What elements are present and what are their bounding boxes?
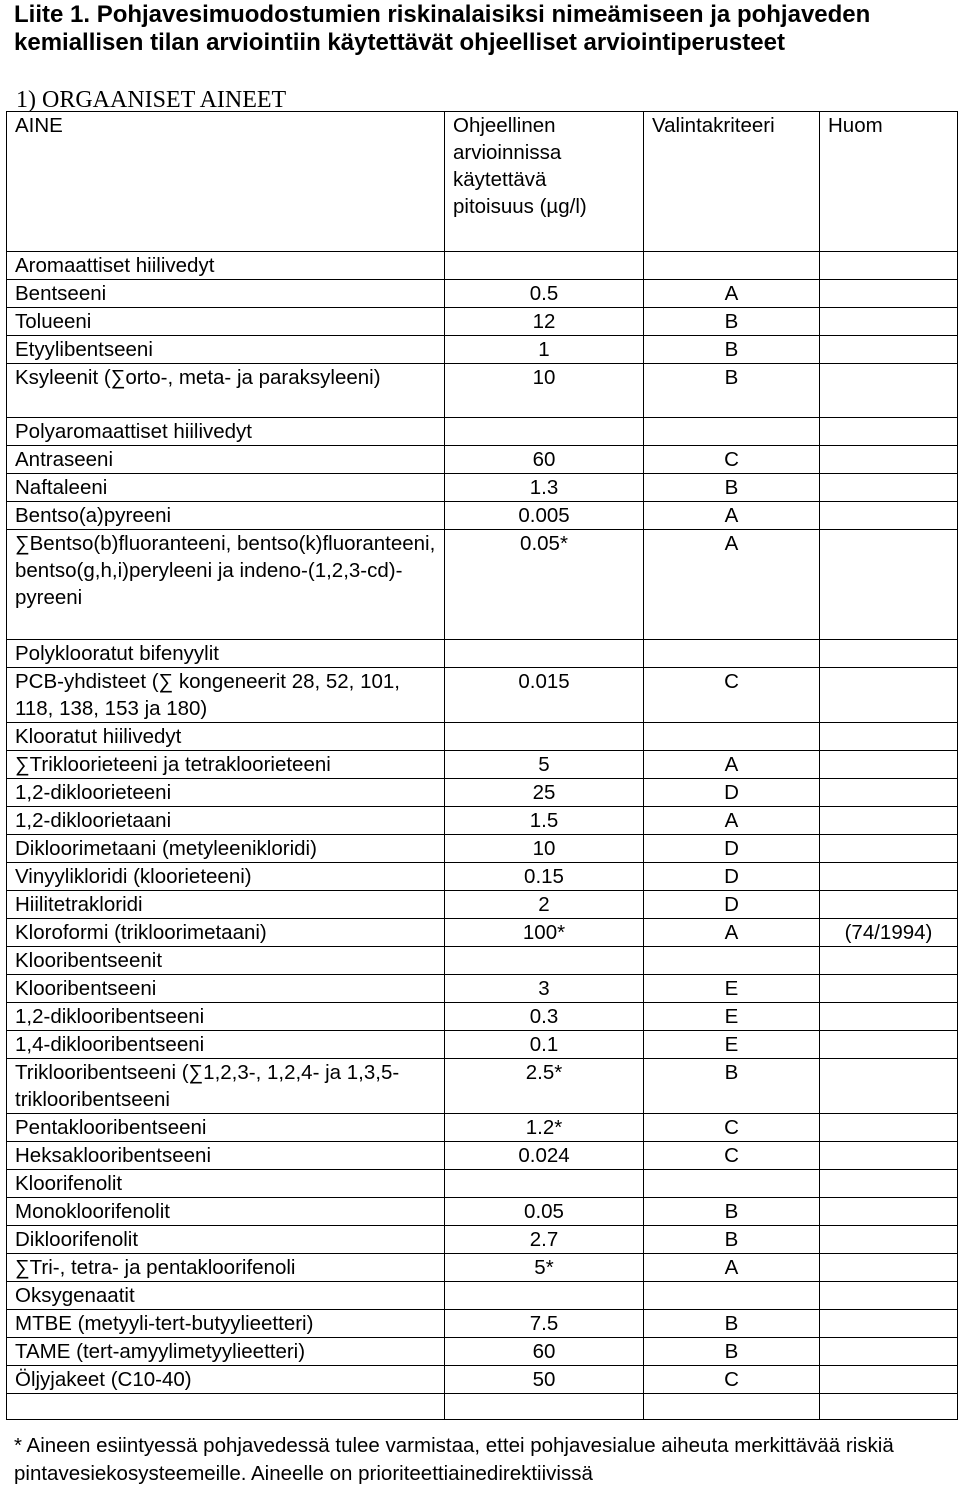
empty-cell (644, 1170, 820, 1198)
note-cell (820, 1059, 958, 1114)
value-cell: 1.5 (445, 807, 644, 835)
note-cell (820, 1003, 958, 1031)
criterion-cell: B (644, 1226, 820, 1254)
value-cell: 1.3 (445, 474, 644, 502)
empty-cell (445, 723, 644, 751)
substance-name: Pentaklooribentseeni (7, 1114, 445, 1142)
note-cell (820, 474, 958, 502)
criterion-cell: B (644, 364, 820, 418)
footnote: * Aineen esiintyessä pohjavedessä tulee varmistaa, ettei pohjavesialue aiheuta merkittävää riskiä pintavesiekosysteemeille. Aineelle on prioriteettiainedirektiivissä (14, 1434, 894, 1485)
value-cell: 0.024 (445, 1142, 644, 1170)
substance-name: 1,2-dikloorietaani (7, 807, 445, 835)
empty-cell (644, 1282, 820, 1310)
criterion-cell: D (644, 779, 820, 807)
criterion-cell: A (644, 751, 820, 779)
category-row (7, 1170, 958, 1198)
value-cell: 0.5 (445, 280, 644, 308)
category-label: Kloorifenolit (7, 1170, 445, 1198)
table-row (7, 891, 958, 919)
substance-name: Antraseeni (7, 446, 445, 474)
empty-cell (445, 418, 644, 446)
value-cell: 10 (445, 835, 644, 863)
category-label: Klooratut hiilivedyt (7, 723, 445, 751)
criterion-cell: B (644, 308, 820, 336)
substance-name: Bentso(a)pyreeni (7, 502, 445, 530)
substance-name: Dikloorimetaani (metyleenikloridi) (7, 835, 445, 863)
value-cell: 0.05 (445, 1198, 644, 1226)
table-row (7, 502, 958, 530)
value-cell: 1.2* (445, 1114, 644, 1142)
substance-name: Etyylibentseeni (7, 336, 445, 364)
table-row (7, 446, 958, 474)
substance-name: Ksyleenit (∑orto-, meta- ja paraksyleeni) (7, 364, 445, 418)
substance-name: Bentseeni (7, 280, 445, 308)
criterion-cell: A (644, 807, 820, 835)
criterion-cell: C (644, 668, 820, 723)
note-cell (820, 807, 958, 835)
note-cell (820, 975, 958, 1003)
note-cell (820, 502, 958, 530)
header-criterion: Valintakriteeri (644, 112, 820, 252)
value-cell: 12 (445, 308, 644, 336)
empty-cell (820, 1394, 958, 1420)
empty-cell (820, 418, 958, 446)
note-cell (820, 835, 958, 863)
table-row (7, 1226, 958, 1254)
value-cell: 3 (445, 975, 644, 1003)
note-cell (820, 1142, 958, 1170)
criteria-table (6, 111, 958, 1420)
empty-cell (820, 1170, 958, 1198)
criterion-cell: A (644, 530, 820, 640)
substance-name: TAME (tert-amyylimetyylieetteri) (7, 1338, 445, 1366)
empty-cell (445, 1282, 644, 1310)
criterion-cell: B (644, 1198, 820, 1226)
table-row (7, 751, 958, 779)
empty-cell (644, 947, 820, 975)
note-cell (820, 1310, 958, 1338)
table-row (7, 1059, 958, 1114)
empty-cell (820, 640, 958, 668)
value-cell: 2.5* (445, 1059, 644, 1114)
criterion-cell: C (644, 1142, 820, 1170)
substance-name: PCB-yhdisteet (∑ kongeneerit 28, 52, 101, 118, 138, 153 ja 180) (7, 668, 445, 723)
criterion-cell: D (644, 863, 820, 891)
value-cell: 5* (445, 1254, 644, 1282)
value-cell: 0.015 (445, 668, 644, 723)
substance-name: ∑Bentso(b)fluoranteeni, bentso(k)fluoranteeni, bentso(g,h,i)peryleeni ja indeno-(1,2,3-cd)-pyreeni (7, 530, 445, 640)
substance-name: Dikloorifenolit (7, 1226, 445, 1254)
table-row (7, 807, 958, 835)
value-cell: 60 (445, 446, 644, 474)
table-row (7, 1142, 958, 1170)
header-note: Huom (820, 112, 958, 252)
criterion-cell: C (644, 1114, 820, 1142)
empty-cell (820, 947, 958, 975)
note-cell (820, 891, 958, 919)
table-row (7, 1003, 958, 1031)
criterion-cell: E (644, 1031, 820, 1059)
table-row (7, 530, 958, 640)
section-heading: 1) ORGAANISET AINEET (16, 87, 287, 113)
criterion-cell: C (644, 1366, 820, 1394)
category-row (7, 418, 958, 446)
substance-name: 1,4-diklooribentseeni (7, 1031, 445, 1059)
empty-cell (445, 252, 644, 280)
category-row (7, 723, 958, 751)
value-cell: 2.7 (445, 1226, 644, 1254)
table-row (7, 919, 958, 947)
table-body (7, 252, 958, 1420)
criterion-cell: D (644, 891, 820, 919)
criterion-cell: A (644, 919, 820, 947)
table-row (7, 1366, 958, 1394)
note-cell (820, 751, 958, 779)
empty-cell (644, 1394, 820, 1420)
substance-name: Öljyjakeet (C10-40) (7, 1366, 445, 1394)
table-row (7, 779, 958, 807)
category-label: Polyaromaattiset hiilivedyt (7, 418, 445, 446)
substance-name: Kloroformi (trikloorimetaani) (7, 919, 445, 947)
empty-cell (820, 723, 958, 751)
category-label: Oksygenaatit (7, 1282, 445, 1310)
table-row (7, 1338, 958, 1366)
note-cell (820, 1366, 958, 1394)
table-row (7, 668, 958, 723)
table-row (7, 1310, 958, 1338)
table-row (7, 280, 958, 308)
criterion-cell: D (644, 835, 820, 863)
table-row (7, 336, 958, 364)
value-cell: 1 (445, 336, 644, 364)
criterion-cell: E (644, 1003, 820, 1031)
note-cell (820, 308, 958, 336)
note-cell (820, 1031, 958, 1059)
substance-name: Vinyylikloridi (kloorieteeni) (7, 863, 445, 891)
note-cell (820, 364, 958, 418)
substance-name: ∑Trikloorieteeni ja tetrakloorieteeni (7, 751, 445, 779)
value-cell: 25 (445, 779, 644, 807)
table-row (7, 308, 958, 336)
empty-cell (644, 723, 820, 751)
empty-cell (644, 252, 820, 280)
substance-name: Heksaklooribentseeni (7, 1142, 445, 1170)
table-header-row (7, 112, 958, 252)
category-row (7, 947, 958, 975)
table-spacer-row (7, 1394, 958, 1420)
substance-name: Naftaleeni (7, 474, 445, 502)
value-cell: 10 (445, 364, 644, 418)
table-row (7, 474, 958, 502)
substance-name: Hiilitetrakloridi (7, 891, 445, 919)
criterion-cell: A (644, 1254, 820, 1282)
substance-name: Triklooribentseeni (∑1,2,3-, 1,2,4- ja 1,3,5-triklooribentseeni (7, 1059, 445, 1114)
criterion-cell: B (644, 336, 820, 364)
table-row (7, 835, 958, 863)
table-row (7, 975, 958, 1003)
note-cell (820, 1338, 958, 1366)
criterion-cell: B (644, 1059, 820, 1114)
empty-cell (445, 1170, 644, 1198)
table-row (7, 364, 958, 418)
table-row (7, 1198, 958, 1226)
note-cell (820, 1198, 958, 1226)
note-cell (820, 779, 958, 807)
criterion-cell: B (644, 474, 820, 502)
value-cell: 7.5 (445, 1310, 644, 1338)
table-row (7, 1031, 958, 1059)
note-cell (820, 446, 958, 474)
substance-name: Tolueeni (7, 308, 445, 336)
empty-cell (820, 252, 958, 280)
note-cell (820, 668, 958, 723)
header-value: Ohjeellinen arvioinnissa käytettävä pitoisuus (µg/l) (445, 112, 644, 252)
table-row (7, 863, 958, 891)
category-row (7, 252, 958, 280)
note-cell (820, 1226, 958, 1254)
category-label: Klooribentseenit (7, 947, 445, 975)
substance-name: ∑Tri-, tetra- ja pentakloorifenoli (7, 1254, 445, 1282)
note-cell (820, 1254, 958, 1282)
empty-cell (820, 1282, 958, 1310)
note-cell: (74/1994) (820, 919, 958, 947)
substance-name: Klooribentseeni (7, 975, 445, 1003)
document-title: Liite 1. Pohjavesimuodostumien riskinalaisiksi nimeämiseen ja pohjaveden kemiallisen tilan arviointiin käytettävät ohjeelliset arviointiperusteet (14, 1, 871, 56)
criterion-cell: B (644, 1338, 820, 1366)
criterion-cell: A (644, 280, 820, 308)
category-row (7, 1282, 958, 1310)
substance-name: Monokloorifenolit (7, 1198, 445, 1226)
value-cell: 2 (445, 891, 644, 919)
substance-name: 1,2-dikloorieteeni (7, 779, 445, 807)
substance-name: MTBE (metyyli-tert-butyylieetteri) (7, 1310, 445, 1338)
value-cell: 5 (445, 751, 644, 779)
note-cell (820, 863, 958, 891)
substance-name: 1,2-diklooribentseeni (7, 1003, 445, 1031)
value-cell: 0.1 (445, 1031, 644, 1059)
value-cell: 0.15 (445, 863, 644, 891)
empty-cell (644, 418, 820, 446)
category-label: Polyklooratut bifenyylit (7, 640, 445, 668)
header-aine: AINE (7, 112, 445, 252)
value-cell: 50 (445, 1366, 644, 1394)
table-row (7, 1114, 958, 1142)
value-cell: 0.05* (445, 530, 644, 640)
category-row (7, 640, 958, 668)
criterion-cell: C (644, 446, 820, 474)
value-cell: 0.3 (445, 1003, 644, 1031)
table-row (7, 1254, 958, 1282)
empty-cell (445, 947, 644, 975)
value-cell: 0.005 (445, 502, 644, 530)
note-cell (820, 1114, 958, 1142)
empty-cell (445, 640, 644, 668)
note-cell (820, 280, 958, 308)
empty-cell (644, 640, 820, 668)
note-cell (820, 336, 958, 364)
value-cell: 60 (445, 1338, 644, 1366)
criterion-cell: A (644, 502, 820, 530)
empty-cell (445, 1394, 644, 1420)
criterion-cell: B (644, 1310, 820, 1338)
category-label: Aromaattiset hiilivedyt (7, 252, 445, 280)
note-cell (820, 530, 958, 640)
criterion-cell: E (644, 975, 820, 1003)
empty-cell (7, 1394, 445, 1420)
value-cell: 100* (445, 919, 644, 947)
